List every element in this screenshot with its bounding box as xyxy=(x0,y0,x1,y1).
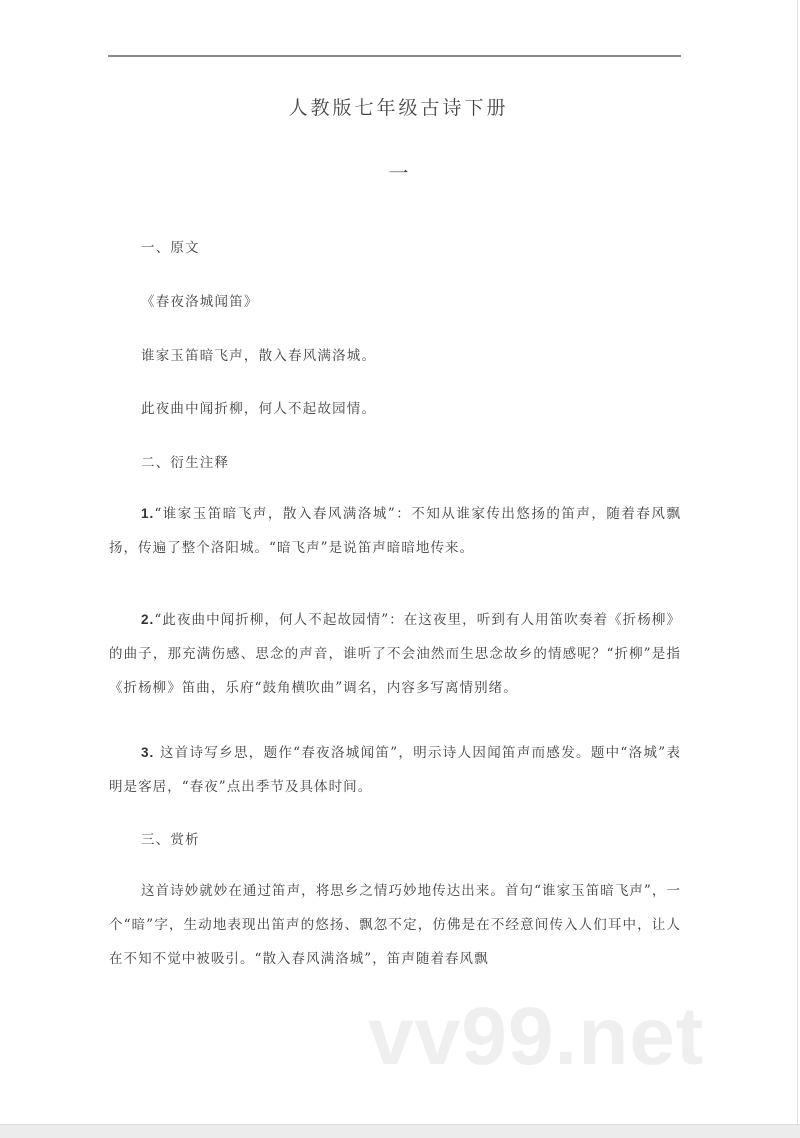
section-heading-appreciation: 三、赏析 xyxy=(141,832,200,848)
document-title: 人教版七年级古诗下册 xyxy=(288,97,509,119)
note-text: “谁家玉笛暗飞声，散入春风满洛城”：不知从谁家传出悠扬的笛声，随着春风飘扬，传遍了整个洛阳城。“暗飞声”是说笛声暗暗地传来。 xyxy=(109,506,681,556)
header-rule xyxy=(108,55,681,57)
poem-line-2: 此夜曲中闻折柳，何人不起故园情。 xyxy=(141,401,377,417)
note-item-3 xyxy=(109,736,681,804)
note-item-1 xyxy=(109,497,681,565)
note-text: 这首诗写乡思，题作“春夜洛城闻笛”，明示诗人因闻笛声而感发。题中“洛城”表明是客居，“春夜”点出季节及具体时间。 xyxy=(109,745,681,795)
note-number: 2. xyxy=(141,612,155,627)
section-heading-notes: 二、衍生注释 xyxy=(141,455,230,471)
part-number: 一 xyxy=(388,161,409,185)
note-item-2 xyxy=(109,603,681,705)
note-number: 1. xyxy=(141,506,155,521)
poem-line-1: 谁家玉笛暗飞声，散入春风满洛城。 xyxy=(141,348,377,364)
page-bottom-edge xyxy=(0,1124,800,1138)
poem-title: 《春夜洛城闻笛》 xyxy=(141,294,259,310)
watermark: vv99.net xyxy=(368,991,705,1082)
note-text: “此夜曲中闻折柳，何人不起故园情”：在这夜里，听到有人用笛吹奏着《折杨柳》的曲子，那充满伤感、思念的声音，谁听了不会油然而生思念故乡的情感呢？“折柳”是指《折杨柳》笛曲，乐府“鼓角横吹曲”调名，内容多写离情别绪。 xyxy=(109,612,681,696)
note-number: 3. xyxy=(141,745,155,760)
appreciation-paragraph: 这首诗妙就妙在通过笛声，将思乡之情巧妙地传达出来。首句“谁家玉笛暗飞声”，一个“暗”字，生动地表现出笛声的悠扬、飘忽不定，仿佛是在不经意间传入人们耳中，让人在不知不觉中被吸引。“散入春风满洛城”，笛声随着春风飘 xyxy=(109,883,681,967)
section-heading-original: 一、原文 xyxy=(141,240,200,256)
